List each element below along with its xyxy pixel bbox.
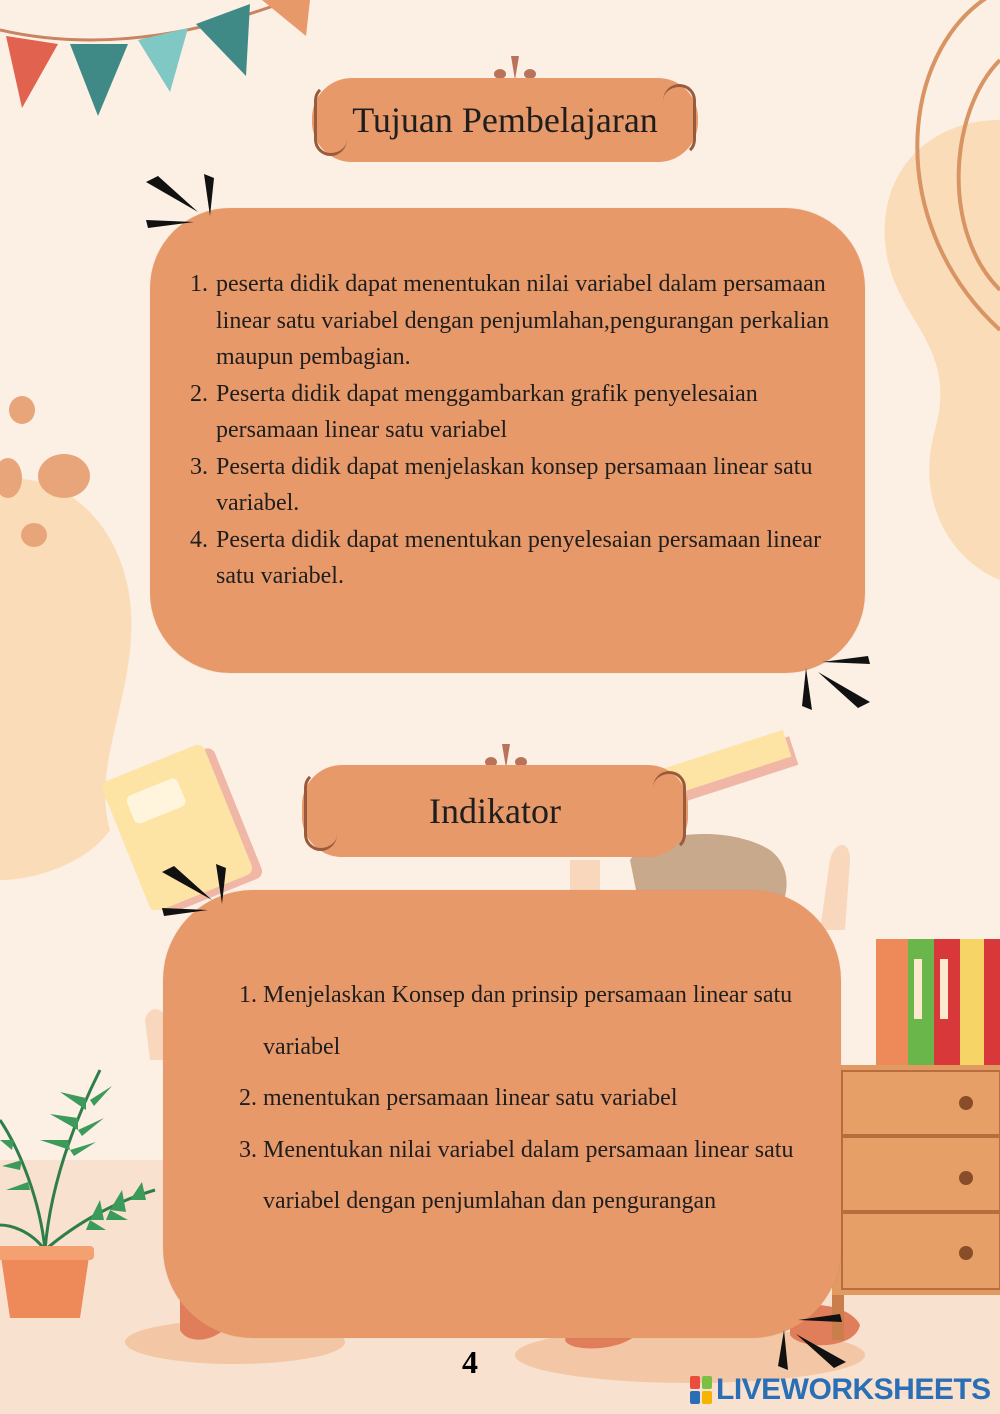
indikator-title-pill — [302, 765, 688, 857]
blob-right — [885, 120, 1000, 580]
list-item-text: peserta didik dapat menentukan nilai variabel dalam persamaan linear satu variabel dengan penjumlahan,pengurangan perkalian maupun pembagian. — [216, 271, 830, 370]
drawer-cabinet-decoration — [832, 1065, 1000, 1340]
sparkle-burst-icon — [776, 1312, 848, 1372]
sparkle-burst-icon — [798, 652, 874, 712]
binders-decoration — [872, 935, 1000, 1070]
list-item — [239, 1073, 799, 1125]
list-item — [190, 266, 830, 376]
list-item-number: 1. — [239, 982, 257, 1008]
list-item — [190, 449, 830, 522]
indikator-title: Indikator — [429, 791, 561, 831]
page-number: 4 — [462, 1344, 478, 1380]
indikator-list — [239, 970, 799, 1228]
indikator-card — [163, 890, 841, 1338]
liveworksheets-watermark — [690, 1372, 991, 1408]
brand-name: LIVEWORKSHEETS — [716, 1373, 991, 1406]
list-item-number: 3. — [239, 1136, 257, 1163]
list-item-text: Peserta didik dapat menjelaskan konsep persamaan linear satu variabel. — [216, 453, 813, 516]
list-item-number: 1. — [190, 271, 208, 297]
list-item — [190, 376, 830, 449]
list-item — [239, 970, 799, 1073]
tujuan-card — [150, 208, 865, 673]
sparkle-burst-icon — [158, 862, 230, 920]
tujuan-list — [190, 266, 830, 595]
tujuan-title: Tujuan Pembelajaran — [352, 100, 658, 140]
list-item-text: Peserta didik dapat menentukan penyelesaian persamaan linear satu variabel. — [216, 526, 822, 589]
list-item-number: 2. — [190, 380, 208, 407]
tujuan-title-pill — [312, 78, 698, 162]
bunting-flags-decoration — [0, 0, 320, 130]
list-item-number: 4. — [190, 526, 208, 553]
list-item-number: 3. — [190, 453, 208, 480]
list-item-text: Menentukan nilai variabel dalam persamaan linear satu variabel dengan penjumlahan dan pengurangan — [263, 1136, 794, 1214]
list-item — [190, 522, 830, 595]
sparkle-burst-icon — [142, 172, 218, 232]
list-item-number: 2. — [239, 1085, 257, 1111]
list-item — [239, 1125, 799, 1228]
list-item-text: menentukan persamaan linear satu variabel — [263, 1085, 678, 1111]
list-item-text: Menjelaskan Konsep dan prinsip persamaan linear satu variabel — [263, 982, 793, 1060]
list-item-text: Peserta didik dapat menggambarkan grafik penyelesaian persamaan linear satu variabel — [216, 380, 758, 443]
plant-decoration — [0, 1050, 160, 1325]
liveworksheets-logo-icon — [690, 1376, 712, 1404]
